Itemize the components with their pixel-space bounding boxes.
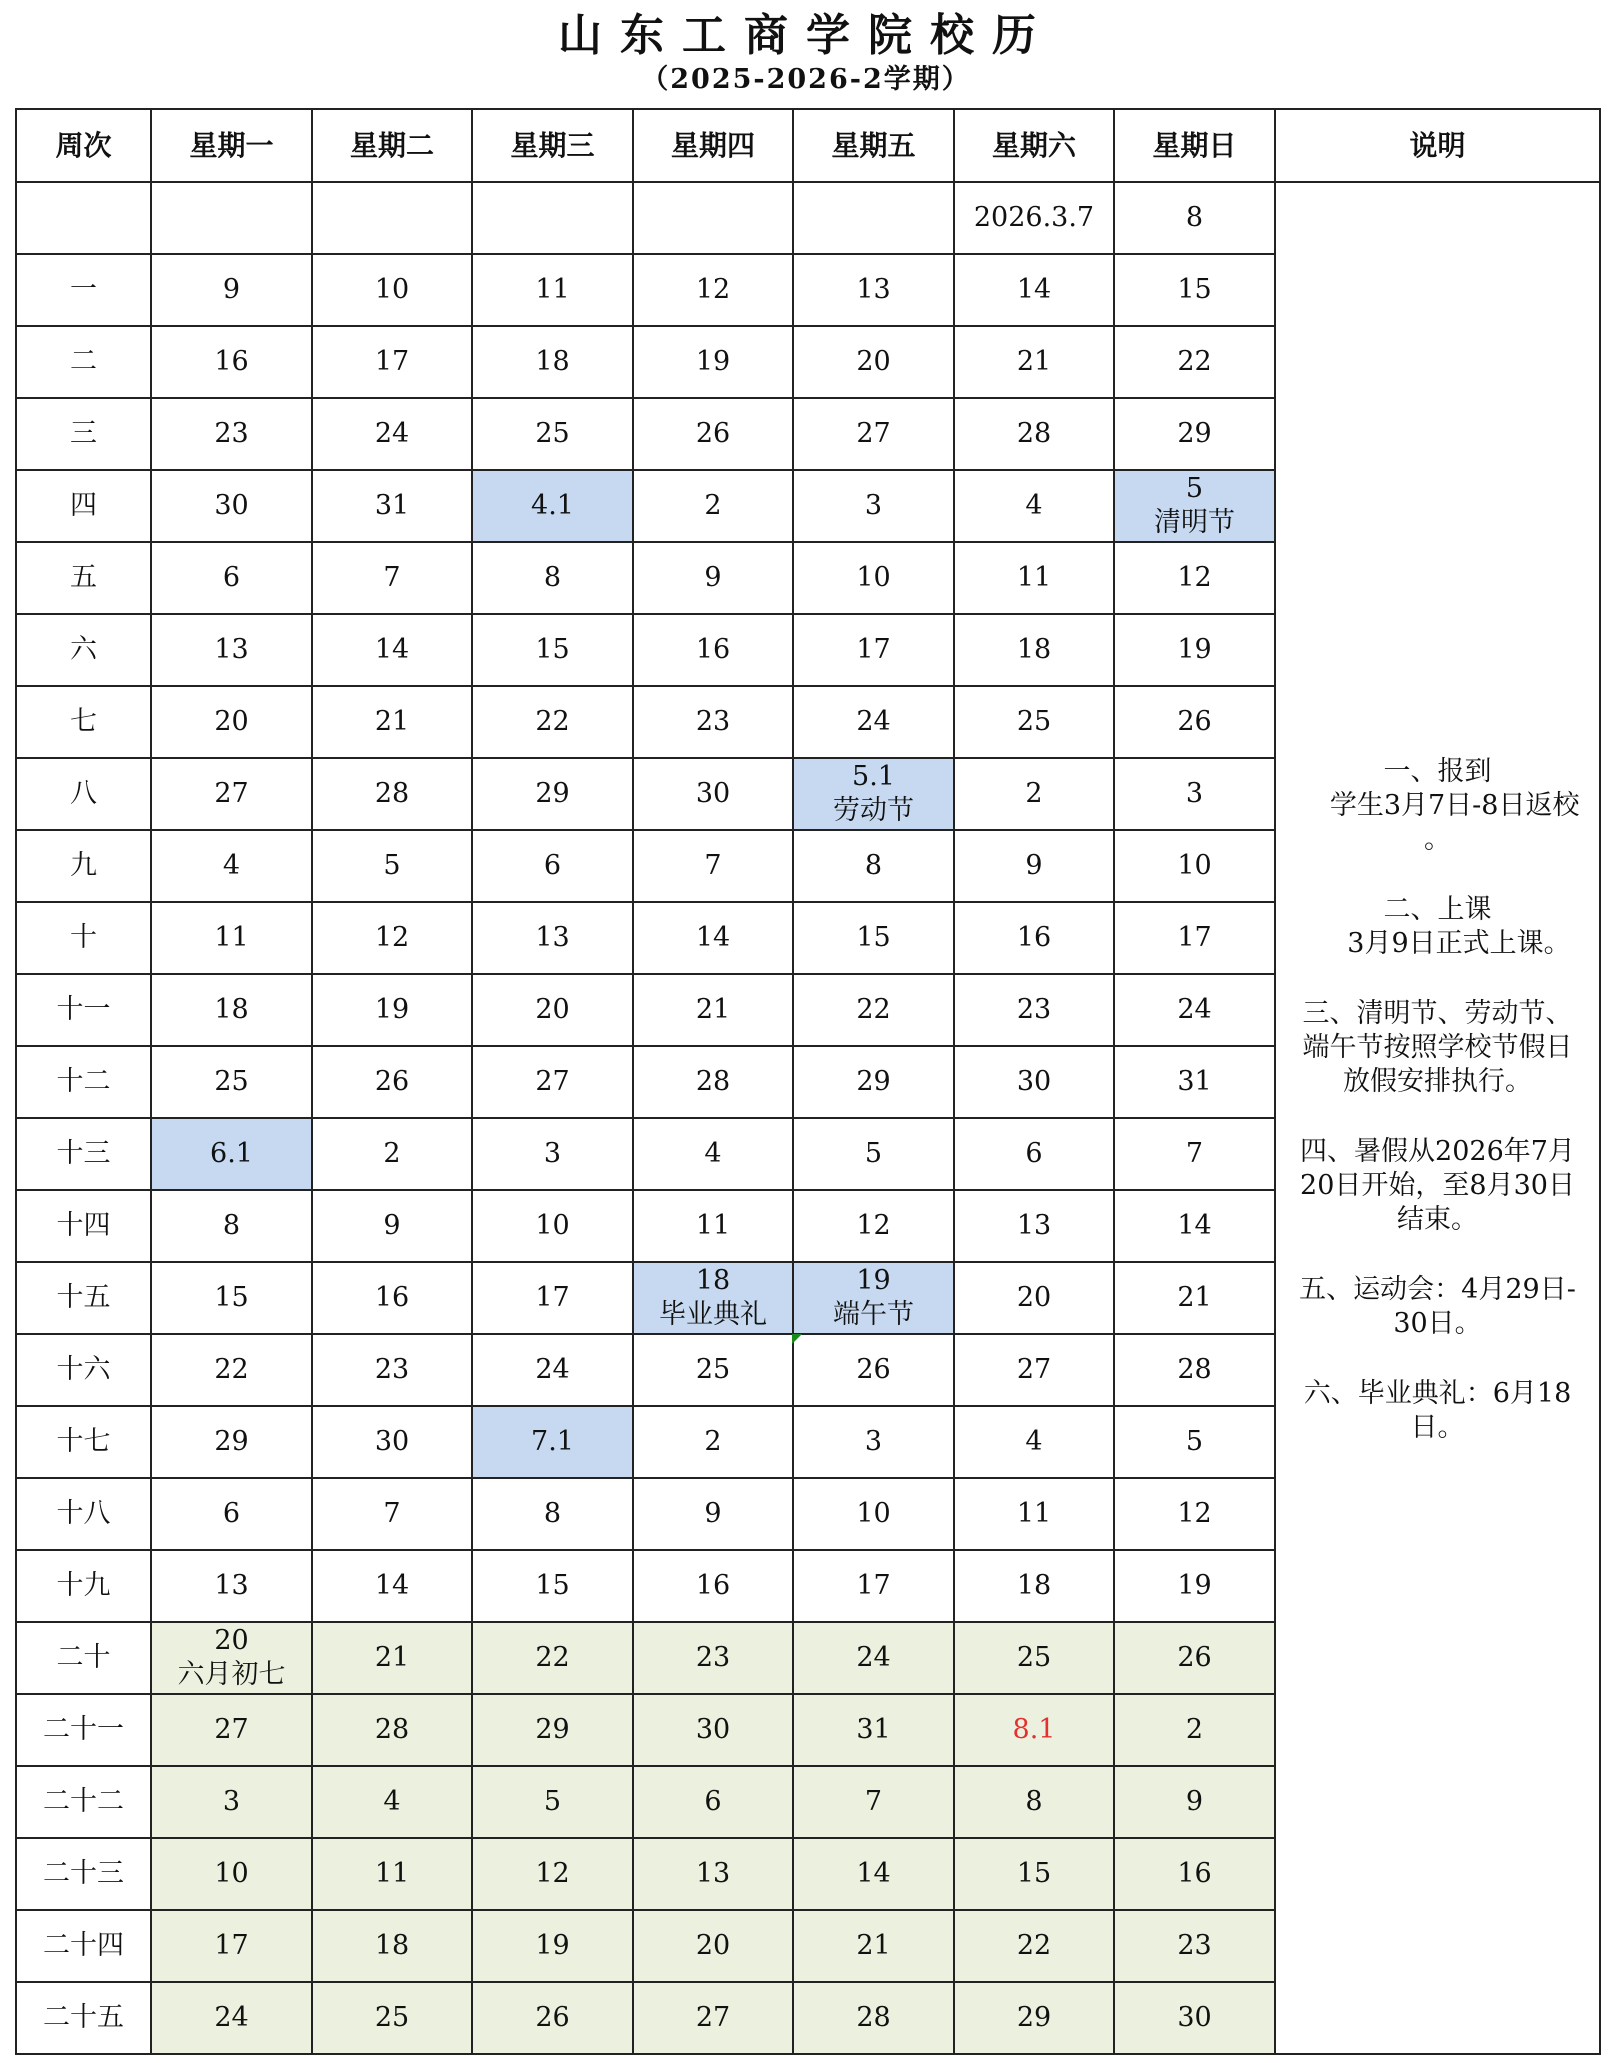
day-cell: 30 bbox=[633, 758, 793, 830]
header-cell: 星期日 bbox=[1114, 109, 1275, 182]
note-item: 二、上课 3月9日正式上课。 bbox=[1347, 894, 1571, 959]
day-cell: 27 bbox=[793, 398, 954, 470]
day-cell: 26 bbox=[793, 1334, 954, 1406]
page-title: 山东工商学院校历 bbox=[558, 10, 1054, 61]
day-cell: 23 bbox=[151, 398, 312, 470]
day-cell: 20 bbox=[633, 1910, 793, 1982]
day-cell: 16 bbox=[151, 326, 312, 398]
day-cell: 10 bbox=[312, 254, 472, 326]
note-item: 五、运动会：4月29日- 30日。 bbox=[1299, 1274, 1576, 1339]
day-cell: 13 bbox=[472, 902, 633, 974]
week-number-cell: 十三 bbox=[16, 1118, 151, 1190]
day-cell: 26 bbox=[472, 1982, 633, 2054]
day-cell bbox=[472, 182, 633, 254]
day-cell: 29 bbox=[793, 1046, 954, 1118]
day-cell: 28 bbox=[312, 1694, 472, 1766]
week-number-cell: 十七 bbox=[16, 1406, 151, 1478]
day-cell: 6 bbox=[151, 1478, 312, 1550]
day-cell: 23 bbox=[1114, 1910, 1275, 1982]
day-cell: 11 bbox=[633, 1190, 793, 1262]
week-number-cell: 九 bbox=[16, 830, 151, 902]
week-number-cell: 十五 bbox=[16, 1262, 151, 1334]
note-item: 六、毕业典礼：6月18 日。 bbox=[1303, 1378, 1572, 1443]
day-cell: 2 bbox=[1114, 1694, 1275, 1766]
day-cell: 19 bbox=[472, 1910, 633, 1982]
day-cell: 8 bbox=[1114, 182, 1275, 254]
week-number-cell: 二十三 bbox=[16, 1838, 151, 1910]
day-cell: 9 bbox=[633, 542, 793, 614]
day-cell bbox=[793, 182, 954, 254]
day-cell: 30 bbox=[1114, 1982, 1275, 2054]
day-cell: 7 bbox=[312, 542, 472, 614]
header-cell: 说明 bbox=[1275, 109, 1600, 182]
day-cell: 17 bbox=[312, 326, 472, 398]
header-cell: 星期二 bbox=[312, 109, 472, 182]
day-cell: 25 bbox=[954, 1622, 1114, 1694]
day-cell: 2 bbox=[312, 1118, 472, 1190]
day-cell: 24 bbox=[1114, 974, 1275, 1046]
day-cell: 10 bbox=[151, 1838, 312, 1910]
day-cell: 2 bbox=[633, 1406, 793, 1478]
week-row bbox=[16, 182, 1600, 254]
week-number-cell: 一 bbox=[16, 254, 151, 326]
day-cell: 12 bbox=[472, 1838, 633, 1910]
day-cell: 26 bbox=[1114, 1622, 1275, 1694]
day-cell: 8 bbox=[472, 1478, 633, 1550]
day-cell: 2026.3.7 bbox=[954, 182, 1114, 254]
day-cell: 8 bbox=[151, 1190, 312, 1262]
page-subtitle: （2025-2026-2学期） bbox=[641, 64, 971, 95]
day-cell: 20 bbox=[472, 974, 633, 1046]
day-cell: 23 bbox=[633, 686, 793, 758]
day-cell: 17 bbox=[793, 1550, 954, 1622]
day-cell: 5 bbox=[312, 830, 472, 902]
day-cell: 26 bbox=[633, 398, 793, 470]
day-cell: 20 bbox=[793, 326, 954, 398]
week-number-cell: 十二 bbox=[16, 1046, 151, 1118]
day-cell: 7 bbox=[312, 1478, 472, 1550]
day-cell: 15 bbox=[1114, 254, 1275, 326]
day-cell: 9 bbox=[633, 1478, 793, 1550]
week-number-cell: 四 bbox=[16, 470, 151, 542]
day-cell: 17 bbox=[793, 614, 954, 686]
day-cell: 29 bbox=[954, 1982, 1114, 2054]
week-number-cell: 十一 bbox=[16, 974, 151, 1046]
day-cell: 28 bbox=[793, 1982, 954, 2054]
day-cell: 9 bbox=[954, 830, 1114, 902]
day-cell: 21 bbox=[954, 326, 1114, 398]
week-number-cell: 十四 bbox=[16, 1190, 151, 1262]
day-cell: 15 bbox=[954, 1838, 1114, 1910]
day-cell: 24 bbox=[793, 1622, 954, 1694]
day-cell: 13 bbox=[954, 1190, 1114, 1262]
day-cell: 25 bbox=[633, 1334, 793, 1406]
day-cell: 11 bbox=[472, 254, 633, 326]
day-cell: 2 bbox=[633, 470, 793, 542]
note-item: 三、清明节、劳动节、 端午节按照学校节假日 放假安排执行。 bbox=[1302, 998, 1573, 1097]
day-cell: 11 bbox=[151, 902, 312, 974]
day-cell: 18 毕业典礼 bbox=[633, 1262, 793, 1334]
day-cell: 8 bbox=[472, 542, 633, 614]
day-cell: 4 bbox=[312, 1766, 472, 1838]
day-cell: 31 bbox=[312, 470, 472, 542]
day-cell: 17 bbox=[151, 1910, 312, 1982]
day-cell: 28 bbox=[633, 1046, 793, 1118]
day-cell: 4 bbox=[633, 1118, 793, 1190]
day-cell: 25 bbox=[151, 1046, 312, 1118]
day-cell: 21 bbox=[1114, 1262, 1275, 1334]
day-cell: 15 bbox=[793, 902, 954, 974]
week-number-cell: 十六 bbox=[16, 1334, 151, 1406]
day-cell: 15 bbox=[472, 614, 633, 686]
day-cell: 10 bbox=[1114, 830, 1275, 902]
day-cell: 11 bbox=[312, 1838, 472, 1910]
day-cell: 22 bbox=[472, 1622, 633, 1694]
day-cell: 27 bbox=[633, 1982, 793, 2054]
day-cell: 15 bbox=[472, 1550, 633, 1622]
day-cell: 25 bbox=[312, 1982, 472, 2054]
week-number-cell: 二十二 bbox=[16, 1766, 151, 1838]
day-cell: 18 bbox=[954, 1550, 1114, 1622]
day-cell: 14 bbox=[793, 1838, 954, 1910]
day-cell: 27 bbox=[151, 758, 312, 830]
day-cell: 20 bbox=[151, 686, 312, 758]
day-cell: 27 bbox=[954, 1334, 1114, 1406]
day-cell: 6 bbox=[151, 542, 312, 614]
note-item: 一、报到 学生3月7日-8日返校 。 bbox=[1329, 756, 1580, 855]
week-number-cell: 二十 bbox=[16, 1622, 151, 1694]
day-cell: 11 bbox=[954, 1478, 1114, 1550]
day-cell: 19 bbox=[1114, 614, 1275, 686]
day-cell: 12 bbox=[793, 1190, 954, 1262]
day-cell: 8 bbox=[793, 830, 954, 902]
week-number-cell: 十八 bbox=[16, 1478, 151, 1550]
day-cell: 5 bbox=[793, 1118, 954, 1190]
week-number-cell: 十九 bbox=[16, 1550, 151, 1622]
week-number-cell: 七 bbox=[16, 686, 151, 758]
header-cell: 星期四 bbox=[633, 109, 793, 182]
day-cell: 17 bbox=[472, 1262, 633, 1334]
day-cell: 3 bbox=[793, 1406, 954, 1478]
day-cell: 21 bbox=[793, 1910, 954, 1982]
day-cell: 13 bbox=[151, 1550, 312, 1622]
day-cell: 5 bbox=[1114, 1406, 1275, 1478]
day-cell: 7.1 bbox=[472, 1406, 633, 1478]
day-cell: 21 bbox=[633, 974, 793, 1046]
day-cell: 29 bbox=[472, 1694, 633, 1766]
header-cell: 周次 bbox=[16, 109, 151, 182]
day-cell: 28 bbox=[1114, 1334, 1275, 1406]
day-cell: 30 bbox=[151, 470, 312, 542]
day-cell: 24 bbox=[472, 1334, 633, 1406]
day-cell: 29 bbox=[1114, 398, 1275, 470]
day-cell: 14 bbox=[312, 614, 472, 686]
day-cell: 3 bbox=[1114, 758, 1275, 830]
day-cell: 6 bbox=[633, 1766, 793, 1838]
day-cell: 16 bbox=[633, 1550, 793, 1622]
day-cell: 22 bbox=[793, 974, 954, 1046]
day-cell: 12 bbox=[312, 902, 472, 974]
note-item: 四、暑假从2026年7月 20日开始，至8月30日 结束。 bbox=[1300, 1136, 1575, 1235]
day-cell: 16 bbox=[1114, 1838, 1275, 1910]
day-cell: 23 bbox=[954, 974, 1114, 1046]
day-cell: 5 bbox=[472, 1766, 633, 1838]
day-cell: 23 bbox=[633, 1622, 793, 1694]
day-cell: 18 bbox=[954, 614, 1114, 686]
day-cell: 4 bbox=[954, 1406, 1114, 1478]
day-cell: 23 bbox=[312, 1334, 472, 1406]
day-cell: 16 bbox=[312, 1262, 472, 1334]
day-cell: 6 bbox=[472, 830, 633, 902]
day-cell: 12 bbox=[1114, 1478, 1275, 1550]
day-cell: 14 bbox=[954, 254, 1114, 326]
day-cell: 7 bbox=[633, 830, 793, 902]
day-cell: 17 bbox=[1114, 902, 1275, 974]
day-cell: 22 bbox=[954, 1910, 1114, 1982]
day-cell: 12 bbox=[633, 254, 793, 326]
day-cell: 13 bbox=[793, 254, 954, 326]
day-cell: 10 bbox=[472, 1190, 633, 1262]
day-cell: 19 bbox=[1114, 1550, 1275, 1622]
day-cell: 4 bbox=[954, 470, 1114, 542]
day-cell: 3 bbox=[472, 1118, 633, 1190]
day-cell: 31 bbox=[1114, 1046, 1275, 1118]
day-cell: 5.1 劳动节 bbox=[793, 758, 954, 830]
day-cell: 19 bbox=[312, 974, 472, 1046]
day-cell: 8.1 bbox=[954, 1694, 1114, 1766]
day-cell: 16 bbox=[633, 614, 793, 686]
day-cell: 31 bbox=[793, 1694, 954, 1766]
day-cell: 6 bbox=[954, 1118, 1114, 1190]
day-cell bbox=[633, 182, 793, 254]
day-cell: 7 bbox=[1114, 1118, 1275, 1190]
day-cell: 13 bbox=[633, 1838, 793, 1910]
day-cell: 5 清明节 bbox=[1114, 470, 1275, 542]
day-cell: 2 bbox=[954, 758, 1114, 830]
day-cell: 20 bbox=[954, 1262, 1114, 1334]
day-cell: 22 bbox=[151, 1334, 312, 1406]
day-cell: 22 bbox=[472, 686, 633, 758]
header-cell: 星期一 bbox=[151, 109, 312, 182]
day-cell: 15 bbox=[151, 1262, 312, 1334]
day-cell: 28 bbox=[312, 758, 472, 830]
day-cell: 29 bbox=[472, 758, 633, 830]
day-cell: 10 bbox=[793, 542, 954, 614]
day-cell: 21 bbox=[312, 1622, 472, 1694]
week-number-cell: 二十四 bbox=[16, 1910, 151, 1982]
day-cell: 4 bbox=[151, 830, 312, 902]
header-cell: 星期三 bbox=[472, 109, 633, 182]
day-cell: 19 端午节 bbox=[793, 1262, 954, 1334]
day-cell bbox=[312, 182, 472, 254]
day-cell: 13 bbox=[151, 614, 312, 686]
day-cell: 24 bbox=[793, 686, 954, 758]
header-row bbox=[16, 109, 1600, 182]
day-cell: 21 bbox=[312, 686, 472, 758]
notes-cell bbox=[1275, 182, 1600, 2054]
day-cell: 3 bbox=[793, 470, 954, 542]
header-cell: 星期五 bbox=[793, 109, 954, 182]
day-cell: 9 bbox=[151, 254, 312, 326]
day-cell: 11 bbox=[954, 542, 1114, 614]
day-cell: 14 bbox=[312, 1550, 472, 1622]
day-cell: 18 bbox=[151, 974, 312, 1046]
day-cell: 20 六月初七 bbox=[151, 1622, 312, 1694]
day-cell: 25 bbox=[954, 686, 1114, 758]
day-cell: 27 bbox=[151, 1694, 312, 1766]
day-cell: 25 bbox=[472, 398, 633, 470]
day-cell: 28 bbox=[954, 398, 1114, 470]
day-cell: 30 bbox=[954, 1046, 1114, 1118]
day-cell: 6.1 bbox=[151, 1118, 312, 1190]
day-cell: 14 bbox=[633, 902, 793, 974]
week-number-cell bbox=[16, 182, 151, 254]
day-cell: 26 bbox=[1114, 686, 1275, 758]
day-cell: 18 bbox=[472, 326, 633, 398]
day-cell: 22 bbox=[1114, 326, 1275, 398]
day-cell: 7 bbox=[793, 1766, 954, 1838]
day-cell: 9 bbox=[312, 1190, 472, 1262]
day-cell: 26 bbox=[312, 1046, 472, 1118]
week-number-cell: 二十五 bbox=[16, 1982, 151, 2054]
day-cell: 27 bbox=[472, 1046, 633, 1118]
week-number-cell: 三 bbox=[16, 398, 151, 470]
day-cell: 10 bbox=[793, 1478, 954, 1550]
week-number-cell: 十 bbox=[16, 902, 151, 974]
day-cell: 24 bbox=[151, 1982, 312, 2054]
day-cell: 19 bbox=[633, 326, 793, 398]
day-cell: 18 bbox=[312, 1910, 472, 1982]
calendar-table bbox=[15, 108, 1601, 2055]
day-cell: 9 bbox=[1114, 1766, 1275, 1838]
day-cell: 30 bbox=[633, 1694, 793, 1766]
day-cell: 3 bbox=[151, 1766, 312, 1838]
day-cell: 24 bbox=[312, 398, 472, 470]
day-cell: 29 bbox=[151, 1406, 312, 1478]
week-number-cell: 二 bbox=[16, 326, 151, 398]
day-cell: 14 bbox=[1114, 1190, 1275, 1262]
week-number-cell: 二十一 bbox=[16, 1694, 151, 1766]
day-cell: 12 bbox=[1114, 542, 1275, 614]
header-cell: 星期六 bbox=[954, 109, 1114, 182]
day-cell: 8 bbox=[954, 1766, 1114, 1838]
week-number-cell: 六 bbox=[16, 614, 151, 686]
comment-marker bbox=[792, 1334, 802, 1344]
week-number-cell: 八 bbox=[16, 758, 151, 830]
day-cell: 4.1 bbox=[472, 470, 633, 542]
day-cell: 16 bbox=[954, 902, 1114, 974]
day-cell: 30 bbox=[312, 1406, 472, 1478]
week-number-cell: 五 bbox=[16, 542, 151, 614]
day-cell bbox=[151, 182, 312, 254]
